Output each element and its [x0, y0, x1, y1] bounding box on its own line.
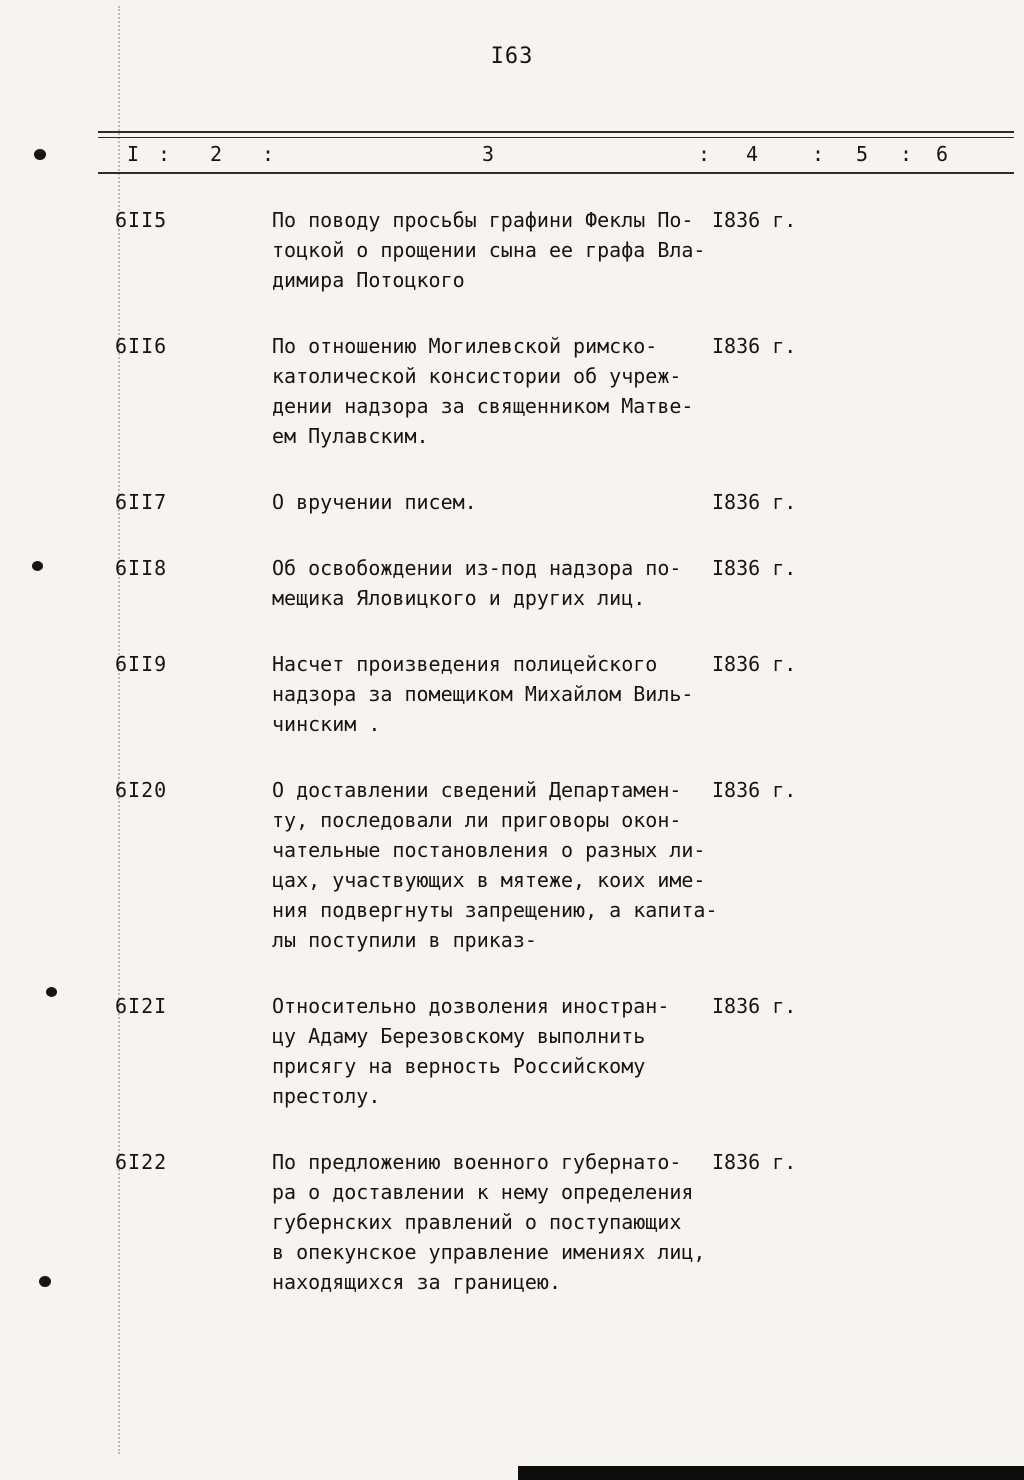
entry-line: находящихся за границею. [272, 1270, 561, 1294]
entry-line: престолу. [272, 1084, 381, 1108]
column-label: I [127, 142, 140, 166]
entry-number: 6II8 [115, 556, 168, 580]
entry-number: 6II5 [115, 208, 168, 232]
entry-description [272, 331, 732, 451]
column-label: 4 [746, 142, 759, 166]
entry-number: 6I2I [115, 994, 168, 1018]
entry-number: 6II6 [115, 334, 168, 358]
entry-year: I836 г. [712, 1150, 797, 1174]
entry-line: дении надзора за священником Матве- [272, 394, 694, 418]
entry-line: католической консистории об учреж- [272, 364, 682, 388]
entries-list [0, 205, 1024, 1333]
entry-row [0, 205, 1024, 295]
entry-line: цу Адаму Березовскому выполнить [272, 1024, 646, 1048]
column-label: 6 [936, 142, 949, 166]
column-label: 3 [482, 142, 495, 166]
entry-number: 6I20 [115, 778, 168, 802]
entry-year: I836 г. [712, 994, 797, 1018]
entry-line: присягу на верность Российскому [272, 1054, 646, 1078]
entry-description [272, 649, 732, 739]
entry-year: I836 г. [712, 778, 797, 802]
entry-line: О доставлении сведений Департамен- [272, 778, 682, 802]
entry-line: По предложению военного губернато- [272, 1150, 682, 1174]
entry-row [0, 331, 1024, 451]
entry-description [272, 553, 732, 613]
page-number: I63 [490, 44, 534, 69]
entry-line: О вручении писем. [272, 490, 477, 514]
table-header [0, 142, 1024, 170]
entry-number: 6II7 [115, 490, 168, 514]
entry-description [272, 775, 732, 955]
column-separator: : [262, 142, 275, 166]
entry-line: Об освобождении из-под надзора по- [272, 556, 682, 580]
entry-line: губернских правлений о поступающих [272, 1210, 682, 1234]
table-header-rule [98, 172, 1014, 174]
entry-year: I836 г. [712, 652, 797, 676]
entry-year: I836 г. [712, 208, 797, 232]
column-separator: : [900, 142, 913, 166]
table-top-rule [98, 131, 1014, 138]
entry-line: надзора за помещиком Михайлом Виль- [272, 682, 694, 706]
entry-year: I836 г. [712, 334, 797, 358]
entry-line: цах, участвующих в мятеже, коих име- [272, 868, 706, 892]
entry-number: 6I22 [115, 1150, 168, 1174]
entry-line: в опекунское управление имениях лиц, [272, 1240, 706, 1264]
entry-line: По поводу просьбы графини Феклы По- [272, 208, 694, 232]
entry-description [272, 991, 732, 1111]
entry-year: I836 г. [712, 490, 797, 514]
entry-line: тоцкой о прощении сына ее графа Вла- [272, 238, 706, 262]
entry-row [0, 991, 1024, 1111]
scan-artifact-bar [518, 1466, 1024, 1480]
entry-year: I836 г. [712, 556, 797, 580]
entry-row [0, 775, 1024, 955]
column-label: 5 [856, 142, 869, 166]
entry-description [272, 1147, 732, 1297]
entry-line: чательные постановления о разных ли- [272, 838, 706, 862]
entry-line: ния подвергнуты запрещению, а капита- [272, 898, 718, 922]
entry-line: ра о доставлении к нему определения [272, 1180, 694, 1204]
entry-line: ту, последовали ли приговоры окон- [272, 808, 682, 832]
entry-line: димира Потоцкого [272, 268, 465, 292]
entry-row [0, 1147, 1024, 1297]
entry-row [0, 487, 1024, 517]
entry-row [0, 649, 1024, 739]
entry-line: По отношению Могилевской римско- [272, 334, 658, 358]
column-separator: : [158, 142, 171, 166]
column-separator: : [698, 142, 711, 166]
entry-line: ем Пулавским. [272, 424, 429, 448]
entry-line: чинским . [272, 712, 381, 736]
entry-line: Относительно дозволения иностран- [272, 994, 670, 1018]
entry-line: лы поступили в приказ- [272, 928, 537, 952]
column-separator: : [812, 142, 825, 166]
entry-row [0, 553, 1024, 613]
entry-line: Насчет произведения полицейского [272, 652, 658, 676]
entry-description [272, 205, 732, 295]
entry-line: мещика Яловицкого и других лиц. [272, 586, 646, 610]
column-label: 2 [210, 142, 223, 166]
entry-description [272, 487, 732, 517]
entry-number: 6II9 [115, 652, 168, 676]
